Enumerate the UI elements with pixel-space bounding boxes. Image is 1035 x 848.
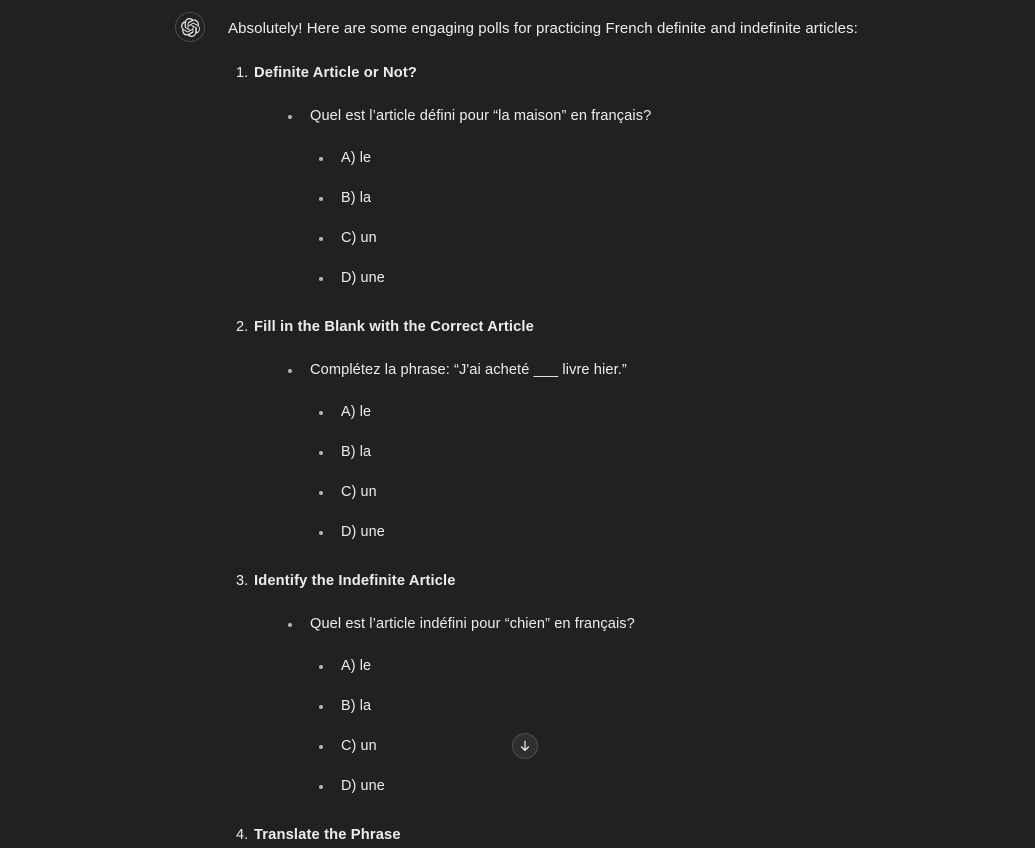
poll-item: [228, 569, 988, 799]
option-item: [310, 654, 988, 679]
option-text: D) une: [341, 524, 385, 540]
bullet-icon: [319, 157, 323, 161]
poll-heading: Fill in the Blank with the Correct Article: [254, 319, 534, 335]
bullet-icon: [319, 745, 323, 749]
intro-paragraph: Absolutely! Here are some engaging polls for practicing French definite and indefinite articles:: [228, 20, 858, 37]
option-text: B) la: [341, 190, 372, 206]
question-text: Quel est l’article indéfini pour “chien” en français?: [310, 616, 635, 632]
question-list: [254, 612, 988, 799]
option-text: C) un: [341, 484, 377, 500]
item-number: 2.: [236, 319, 249, 335]
poll-heading: Definite Article or Not?: [254, 65, 417, 81]
option-item: [310, 440, 988, 465]
bullet-icon: [319, 531, 323, 535]
option-item: [310, 186, 988, 211]
poll-heading: Identify the Indefinite Article: [254, 573, 456, 589]
question-text: Quel est l’article défini pour “la maison” en français?: [310, 108, 652, 124]
bullet-icon: [319, 491, 323, 495]
bullet-icon: [319, 785, 323, 789]
item-number: 3.: [236, 573, 249, 589]
option-item: [310, 734, 988, 759]
bullet-icon: [319, 451, 323, 455]
question-list: [254, 358, 988, 545]
poll-list: [228, 61, 988, 848]
item-number: 1.: [236, 65, 249, 81]
question-text: Complétez la phrase: “J'ai acheté ___ livre hier.”: [310, 362, 627, 378]
option-item: [310, 480, 988, 505]
option-text: D) une: [341, 778, 385, 794]
question-item: [254, 104, 988, 291]
option-text: C) un: [341, 738, 377, 754]
option-text: D) une: [341, 270, 385, 286]
poll-item: [228, 823, 988, 848]
option-item: [310, 400, 988, 425]
option-list: [310, 654, 988, 799]
option-item: [310, 146, 988, 171]
arrow-down-icon: [518, 739, 532, 753]
option-text: A) le: [341, 404, 372, 420]
option-text: A) le: [341, 658, 372, 674]
option-item: [310, 520, 988, 545]
question-item: [254, 358, 988, 545]
bullet-icon: [288, 369, 292, 373]
question-item: [254, 612, 988, 799]
option-list: [310, 400, 988, 545]
option-item: [310, 226, 988, 251]
bullet-icon: [288, 115, 292, 119]
option-text: C) un: [341, 230, 377, 246]
bullet-icon: [288, 623, 292, 627]
poll-item: [228, 315, 988, 545]
question-list: [254, 104, 988, 291]
poll-heading: Translate the Phrase: [254, 827, 401, 843]
bullet-icon: [319, 237, 323, 241]
bullet-icon: [319, 277, 323, 281]
message-content: [228, 12, 988, 848]
option-text: B) la: [341, 444, 372, 460]
option-text: B) la: [341, 698, 372, 714]
poll-item: [228, 61, 988, 291]
option-list: [310, 146, 988, 291]
option-item: [310, 774, 988, 799]
scroll-to-bottom-button[interactable]: [512, 733, 538, 759]
bullet-icon: [319, 665, 323, 669]
item-number: 4.: [236, 827, 249, 843]
bullet-icon: [319, 705, 323, 709]
option-item: [310, 694, 988, 719]
option-item: [310, 266, 988, 291]
openai-logo-icon: [175, 12, 205, 42]
bullet-icon: [319, 197, 323, 201]
option-text: A) le: [341, 150, 372, 166]
bullet-icon: [319, 411, 323, 415]
